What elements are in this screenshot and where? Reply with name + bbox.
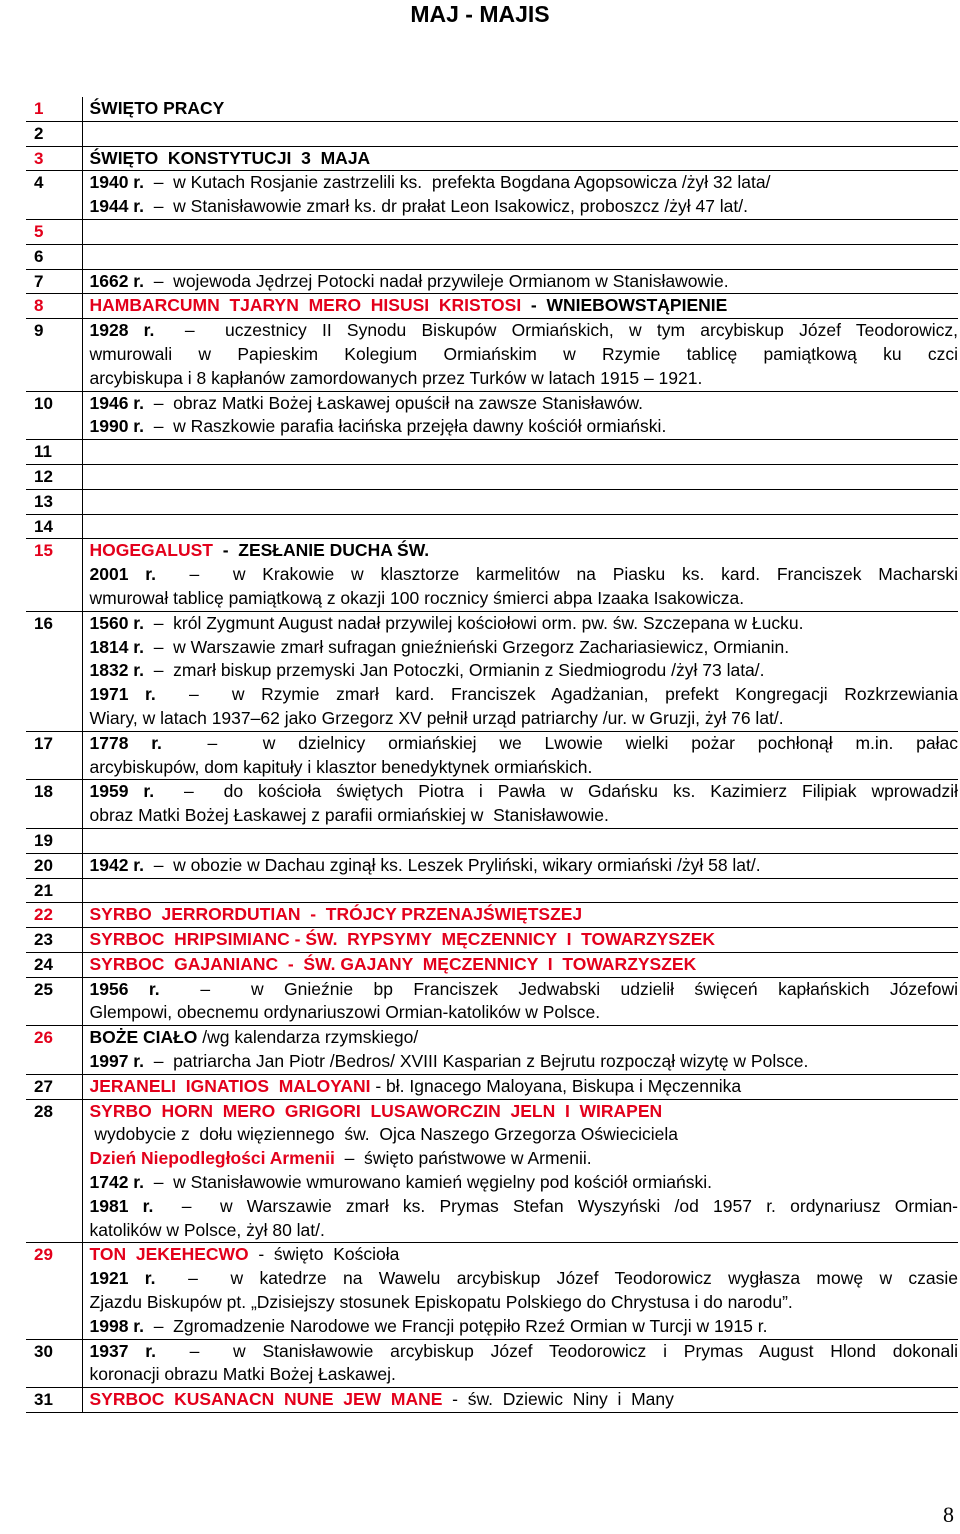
calendar-row [26,952,958,977]
calendar-table [26,97,958,1413]
entry-line [90,97,959,121]
entry-text: – w dzielnicy ormiańskiej we Lwowie wielki pożar pochłonął m.in. pałac [161,732,958,753]
day-entry [82,952,958,977]
day-entry [82,611,958,731]
day-number: 20 [26,853,82,878]
calendar-row [26,1388,958,1413]
feast-name: HAMBARCUMN TJARYN MERO HISUSI KRISTOSI [89,295,522,316]
day-number: 26 [26,1026,82,1075]
entry-line [90,1123,959,1147]
feast-name: SYRBOC KUSANACN NUNE JEW MANE [89,1389,443,1410]
entry-line [90,294,959,318]
feast-name: SYRBO HORN MERO GRIGORI LUSAWORCZIN JELN I WIRAPEN [89,1100,663,1121]
calendar-row [26,611,958,731]
entry-text: – Zgromadzenie Narodowe we Francji potępiło Rzeź Ormian w Turcji w 1915 r. [144,1315,768,1336]
entry-text: wmurowali w Papieskim Kolegium Ormiańskim w Rzymie tablicę pamiątkową ku czci [89,343,958,364]
entry-text: – święto państwowe w Armenii. [334,1148,592,1169]
calendar-row [26,828,958,853]
entry-heading: 1778 r. [89,732,162,753]
day-entry [82,903,958,928]
day-number: 19 [26,828,82,853]
entry-text: – w Stanisławowie arcybiskup Józef Teodorowicz i Prymas August Hlond dokonali [155,1340,958,1361]
day-entry [82,319,958,391]
day-entry [82,121,958,146]
entry-line [90,1363,959,1387]
calendar-row [26,391,958,440]
calendar-row [26,219,958,244]
entry-text: - bł. Ignacego Maloyana, Biskupa i Męczennika [370,1075,742,1096]
entry-text: – uczestnicy II Synodu Biskupów Ormiańskich, w tym arcybiskup Józef Teodorowicz, [154,320,959,341]
calendar-row [26,1099,958,1243]
entry-heading: ŚWIĘTO KONSTYTUCJI 3 MAJA [89,147,371,168]
entry-line [90,1340,959,1364]
day-number: 2 [26,121,82,146]
day-number: 28 [26,1099,82,1243]
day-entry [82,269,958,294]
entry-text: Wiary, w latach 1937–62 jako Grzegorz XV pełnił urząd patriarchy /ur. w Gruzji, żył 76 lat/. [89,707,784,728]
entry-heading: 1662 r. [89,270,144,291]
day-entry [82,977,958,1026]
entry-heading: 1998 r. [89,1315,144,1336]
entry-text: katolików w Polsce, żył 80 lat/. [89,1219,325,1240]
entry-line [90,978,959,1002]
day-number: 18 [26,780,82,829]
entry-text: arcybiskupa i 8 kapłanów zamordowanych przez Turków w latach 1915 – 1921. [89,367,703,388]
day-number: 3 [26,146,82,171]
day-entry [82,97,958,121]
calendar-row [26,928,958,953]
entry-text: - święto Kościoła [248,1244,400,1265]
entry-text: /wg kalendarza rzymskiego/ [197,1027,419,1048]
entry-line [90,147,959,171]
entry-line [90,612,959,636]
day-number: 21 [26,878,82,903]
entry-heading: 1990 r. [89,416,144,437]
calendar-row [26,514,958,539]
day-entry [82,440,958,465]
entry-line [90,1291,959,1315]
entry-text: – w katedrze na Wawelu arcybiskup Józef Teodorowicz wygłasza mowę w czasie [155,1268,959,1289]
day-number: 12 [26,464,82,489]
day-entry [82,780,958,829]
entry-text: Zjazdu Biskupów pt. „Dzisiejszy stosunek Episkopatu Polskiego do Chrystusa i do narodu”. [89,1292,793,1313]
entry-heading: 2001 r. [89,564,156,585]
entry-line [90,539,959,563]
feast-name: JERANELI IGNATIOS MALOYANI [89,1075,371,1096]
feast-name: SYRBOC HRIPSIMIANC - ŚW. RYPSYMY MĘCZENNICY I TOWARZYSZEK [89,929,716,950]
entry-text: – w obozie w Dachau zginął ks. Leszek Pryliński, wikary ormiański /żył 58 lat/. [144,854,761,875]
entry-line [90,780,959,804]
entry-text: – w Stanisławowie zmarł ks. dr prałat Leon Isakowicz, proboszcz /żył 47 lat/. [144,196,748,217]
entry-line [90,732,959,756]
day-number: 6 [26,244,82,269]
entry-line [90,1171,959,1195]
entry-line [90,1100,959,1124]
entry-line [90,415,959,439]
entry-line [90,659,959,683]
day-entry [82,514,958,539]
calendar-row [26,440,958,465]
entry-text: – zmarł biskup przemyski Jan Potoczki, Ormianin z Siedmiogrodu /żył 73 lata/. [144,660,765,681]
calendar-row [26,121,958,146]
entry-heading: ŚWIĘTO PRACY [89,98,225,118]
calendar-row [26,171,958,220]
entry-line [90,195,959,219]
entry-text: arcybiskupów, dom kapituły i klasztor benedyktynek ormiańskich. [89,756,593,777]
day-entry [82,539,958,611]
entry-text: – w Warszawie zmarł ks. Prymas Stefan Wyszyński /od 1957 r. ordynariusz Ormian- [153,1195,959,1216]
entry-text: – obraz Matki Bożej Łaskawej opuścił na zawsze Stanisławów. [144,392,643,413]
entry-heading: 1832 r. [89,660,144,681]
day-number: 22 [26,903,82,928]
calendar-row [26,319,958,391]
entry-line [90,587,959,611]
day-entry [82,1099,958,1243]
calendar-row [26,780,958,829]
day-entry [82,1026,958,1075]
calendar-row [26,731,958,780]
entry-heading: 1560 r. [89,612,144,633]
feast-name: SYRBOC GAJANIANC - ŚW. GAJANY MĘCZENNICY I TOWARZYSZEK [89,953,697,974]
entry-line [90,1219,959,1243]
calendar-row [26,464,958,489]
calendar-row [26,244,958,269]
day-number: 29 [26,1243,82,1339]
day-number: 7 [26,269,82,294]
entry-heading: 1742 r. [89,1172,144,1193]
day-number: 4 [26,171,82,220]
day-entry [82,1074,958,1099]
feast-name: SYRBO JERRORDUTIAN - TRÓJCY PRZENAJŚWIĘTSZEJ [89,904,583,925]
entry-heading: 1928 r. [89,320,155,341]
calendar-row [26,294,958,319]
entry-line [90,392,959,416]
day-entry [82,1388,958,1413]
feast-name: HOGEGALUST [89,540,213,561]
calendar-row [26,903,958,928]
calendar-body [26,97,958,1413]
day-number: 30 [26,1339,82,1388]
entry-heading: 1937 r. [89,1340,156,1361]
entry-line [90,683,959,707]
day-entry [82,853,958,878]
day-number: 16 [26,611,82,731]
day-entry [82,928,958,953]
entry-line [90,270,959,294]
entry-text: koronacji obrazu Matki Bożej Łaskawej. [89,1364,396,1385]
day-number: 14 [26,514,82,539]
entry-line [90,1388,959,1412]
entry-line [90,1243,959,1267]
calendar-row [26,977,958,1026]
page-number: 8 [943,1502,954,1527]
day-number: 17 [26,731,82,780]
entry-line [90,367,959,391]
entry-heading: 1956 r. [89,978,160,999]
day-number: 5 [26,219,82,244]
entry-line [90,953,959,977]
day-number: 9 [26,319,82,391]
entry-line [90,854,959,878]
feast-name: TON JEKEHECWO [89,1244,249,1265]
feast-name: Dzień Niepodległości Armenii [89,1148,335,1169]
entry-line [90,1050,959,1074]
entry-text: – wojewoda Jędrzej Potocki nadał przywileje Ormianom w Stanisławowie. [144,270,729,291]
entry-line [90,1267,959,1291]
entry-heading: 1997 r. [89,1051,144,1072]
day-entry [82,464,958,489]
entry-line [90,171,959,195]
entry-text: obraz Matki Bożej Łaskawej z parafii ormiańskiej w Stanisławowie. [89,805,609,826]
entry-line [90,636,959,660]
day-entry [82,244,958,269]
entry-text: – w Stanisławowie wmurowano kamień węgielny pod kościół ormiański. [144,1172,713,1193]
entry-line [90,903,959,927]
entry-text: – w Krakowie w klasztorze karmelitów na Piasku ks. kard. Franciszek Macharski [155,564,959,585]
entry-line [90,804,959,828]
calendar-row [26,146,958,171]
day-number: 1 [26,97,82,121]
entry-text: wmurował tablicę pamiątkową z okazji 100 rocznicy śmierci abpa Izaaka Isakowicza. [89,587,745,608]
day-number: 11 [26,440,82,465]
entry-heading: 1981 r. [89,1195,154,1216]
entry-text: – w Raszkowie parafia łacińska przejęła dawny kościół ormiański. [144,416,667,437]
entry-text: wydobycie z dołu więziennego św. Ojca Naszego Grzegorza Oświeciciela [89,1124,678,1145]
entry-heading: - WNIEBOWSTĄPIENIE [521,295,728,316]
day-number: 23 [26,928,82,953]
day-number: 10 [26,391,82,440]
entry-line [90,928,959,952]
entry-line [90,1195,959,1219]
day-entry [82,878,958,903]
calendar-row [26,1074,958,1099]
day-entry [82,1339,958,1388]
entry-line [90,1147,959,1171]
entry-text: - św. Dziewic Niny i Many [442,1389,674,1410]
day-entry [82,489,958,514]
calendar-row [26,1339,958,1388]
entry-heading: 1942 r. [89,854,144,875]
entry-line [90,343,959,367]
entry-text: Glempowi, obecnemu ordynariuszowi Ormian-katolików w Polsce. [89,1002,601,1023]
day-entry [82,828,958,853]
day-entry [82,219,958,244]
day-number: 24 [26,952,82,977]
calendar-row [26,539,958,611]
day-number: 13 [26,489,82,514]
page-title: MAJ - MAJIS [410,1,550,27]
entry-line [90,1026,959,1050]
day-number: 27 [26,1074,82,1099]
day-entry [82,1243,958,1339]
day-entry [82,731,958,780]
entry-heading: 1946 r. [89,392,144,413]
entry-heading: 1921 r. [89,1268,156,1289]
calendar-row [26,853,958,878]
day-number: 31 [26,1388,82,1413]
entry-text: – w Warszawie zmarł sufragan gnieźnieński Grzegorz Zachariasiewicz, Ormianin. [144,636,790,657]
day-entry [82,391,958,440]
entry-heading: 1959 r. [89,781,155,802]
entry-text: – w Kutach Rosjanie zastrzelili ks. prefekta Bogdana Agopsowicza /żył 32 lata/ [144,172,771,193]
day-entry [82,294,958,319]
day-number: 25 [26,977,82,1026]
calendar-row [26,489,958,514]
day-entry [82,171,958,220]
entry-line [90,1075,959,1099]
entry-heading: - ZESŁANIE DUCHA ŚW. [212,540,430,561]
calendar-row [26,269,958,294]
entry-line [90,1001,959,1025]
entry-heading: 1814 r. [89,636,144,657]
entry-heading: BOŻE CIAŁO [89,1027,198,1048]
entry-line [90,756,959,780]
calendar-row [26,1243,958,1339]
entry-text: – w Rzymie zmarł kard. Franciszek Agadżanian, prefekt Kongregacji Rozkrzewiania [155,684,959,705]
day-entry [82,146,958,171]
entry-line [90,1315,959,1339]
calendar-row [26,1026,958,1075]
calendar-row [26,97,958,121]
day-number: 8 [26,294,82,319]
day-number: 15 [26,539,82,611]
entry-text: – do kościoła świętych Piotra i Pawła w Gdańsku ks. Kazimierz Filipiak wprowadził [154,781,958,802]
entry-line [90,319,959,343]
entry-heading: 1944 r. [89,196,144,217]
entry-heading: 1940 r. [89,172,144,193]
entry-line [90,563,959,587]
calendar-row [26,878,958,903]
entry-line [90,707,959,731]
entry-text: – król Zygmunt August nadał przywilej kościołowi orm. pw. św. Szczepana w Łucku. [144,612,804,633]
entry-heading: 1971 r. [89,684,156,705]
entry-text: – patriarcha Jan Piotr /Bedros/ XVIII Kasparian z Bejrutu rozpoczął wizytę w Polsce. [144,1051,809,1072]
entry-text: – w Gnieźnie bp Franciszek Jedwabski udzielił święceń kapłańskich Józefowi [159,978,959,999]
